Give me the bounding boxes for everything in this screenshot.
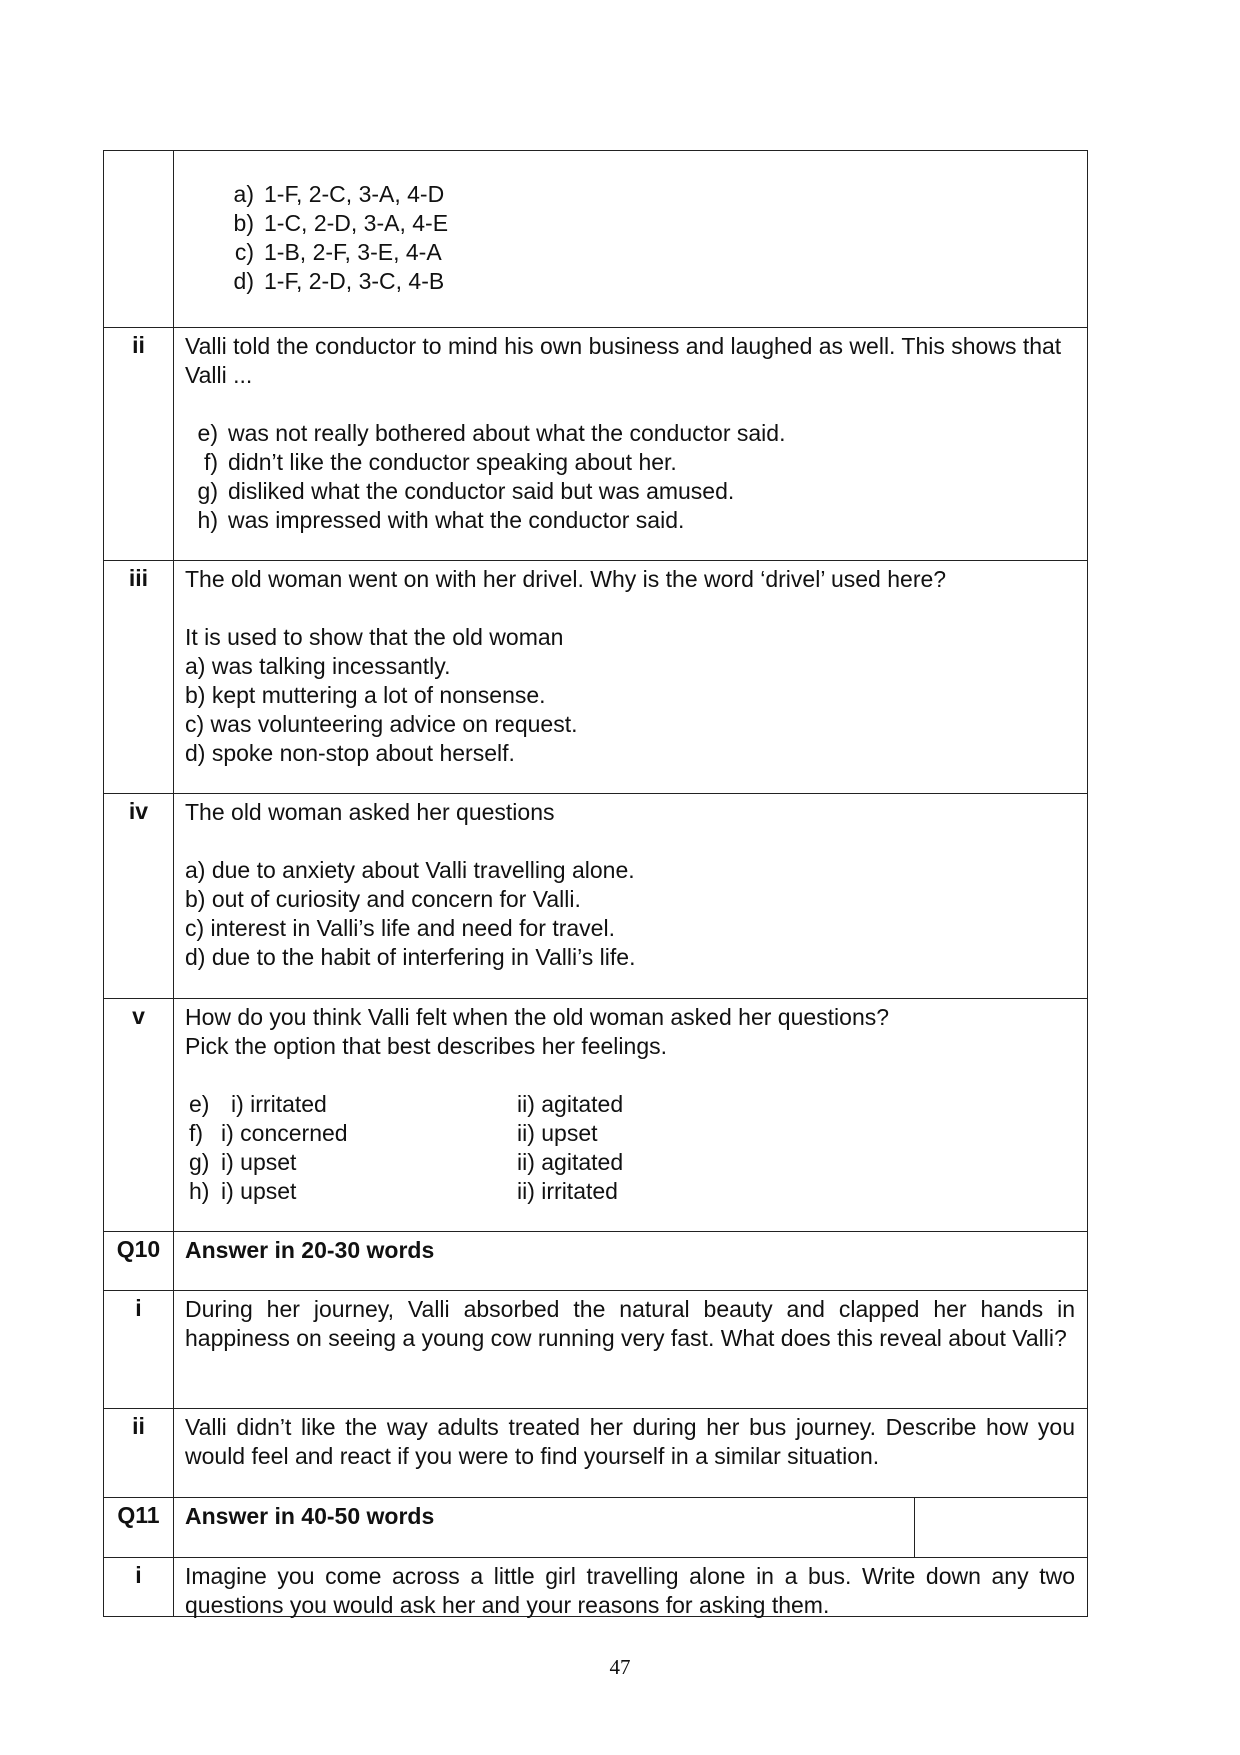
option-second: ii) upset bbox=[517, 1120, 598, 1146]
option-first: i) irritated bbox=[231, 1091, 327, 1117]
question-table bbox=[103, 150, 1088, 1617]
option-label: e) bbox=[197, 420, 218, 446]
option bbox=[182, 419, 1075, 448]
option-text: b) kept muttering a lot of nonsense. bbox=[185, 682, 546, 708]
option-text: c) was volunteering advice on request. bbox=[185, 711, 578, 737]
option bbox=[182, 448, 1075, 477]
section-row-q10 bbox=[103, 1231, 1088, 1290]
option-label: f) bbox=[203, 449, 218, 475]
question-row-matching bbox=[103, 150, 1088, 327]
option bbox=[218, 267, 1075, 296]
question-row-iv bbox=[103, 793, 1088, 998]
question-text: The old woman went on with her drivel. Why is the word ‘drivel’ used here? bbox=[185, 566, 947, 592]
question-body bbox=[174, 999, 1087, 1231]
question-row-iii bbox=[103, 560, 1088, 793]
question-number: iv bbox=[104, 794, 174, 998]
question-text: Valli didn’t like the way adults treated her during her bus journey. Describe how you would feel and react if you were to find yourself in a similar situation. bbox=[185, 1414, 1075, 1469]
option-text: 1-F, 2-C, 3-A, 4-D bbox=[264, 181, 445, 207]
option bbox=[218, 209, 1075, 238]
question-number bbox=[104, 151, 174, 327]
option-label: d) bbox=[233, 268, 254, 294]
option-text: was not really bothered about what the conductor said. bbox=[228, 420, 786, 446]
option-first: i) concerned bbox=[221, 1120, 348, 1146]
option-first: i) upset bbox=[221, 1178, 297, 1204]
option-text: a) was talking incessantly. bbox=[185, 653, 451, 679]
question-lead: It is used to show that the old woman bbox=[185, 624, 564, 650]
question-text: Imagine you come across a little girl travelling alone in a bus. Write down any two questions you would ask her and your reasons for asking them. bbox=[185, 1563, 1075, 1618]
question-body bbox=[174, 794, 1087, 998]
option-text: a) due to anxiety about Valli travelling alone. bbox=[185, 857, 635, 883]
option-text: was impressed with what the conductor said. bbox=[228, 507, 685, 533]
section-row-q11 bbox=[103, 1497, 1088, 1557]
question-body bbox=[174, 561, 1087, 793]
question-number: iii bbox=[104, 561, 174, 793]
question-body bbox=[174, 151, 1087, 327]
option bbox=[218, 238, 1075, 267]
option-label: b) bbox=[233, 210, 254, 236]
option-first: i) upset bbox=[221, 1149, 297, 1175]
question-number: ii bbox=[104, 1409, 174, 1497]
option bbox=[218, 180, 1075, 209]
question-text: Valli told the conductor to mind his own business and laughed as well. This shows that Valli ... bbox=[185, 333, 1062, 388]
question-number: v bbox=[104, 999, 174, 1231]
option-label: f) bbox=[189, 1120, 204, 1146]
option bbox=[182, 506, 1075, 535]
option-text: 1-F, 2-D, 3-C, 4-B bbox=[264, 268, 445, 294]
question-text: How do you think Valli felt when the old woman asked her questions? bbox=[185, 1004, 890, 1030]
option-text: d) spoke non-stop about herself. bbox=[185, 740, 515, 766]
option-second: ii) agitated bbox=[517, 1091, 624, 1117]
option-text: 1-C, 2-D, 3-A, 4-E bbox=[264, 210, 449, 236]
option-grid bbox=[189, 1090, 1075, 1206]
question-row-q10-i bbox=[103, 1290, 1088, 1408]
question-number: Q10 bbox=[104, 1232, 174, 1290]
marks-cell bbox=[914, 1498, 1087, 1557]
option-second: ii) agitated bbox=[517, 1149, 624, 1175]
question-row-v bbox=[103, 998, 1088, 1231]
question-text: Pick the option that best describes her feelings. bbox=[185, 1033, 668, 1059]
question-row-q11-i bbox=[103, 1557, 1088, 1617]
question-number: i bbox=[104, 1558, 174, 1616]
section-heading: Answer in 20-30 words bbox=[185, 1237, 435, 1263]
question-number: i bbox=[104, 1291, 174, 1408]
question-body bbox=[174, 328, 1087, 560]
option-label: h) bbox=[197, 507, 218, 533]
option-label: e) bbox=[189, 1091, 210, 1117]
option-label: g) bbox=[189, 1149, 210, 1175]
option-text: c) interest in Valli’s life and need for travel. bbox=[185, 915, 615, 941]
option-label: c) bbox=[234, 239, 254, 265]
option-label: h) bbox=[189, 1178, 210, 1204]
question-text: The old woman asked her questions bbox=[185, 799, 555, 825]
question-number: Q11 bbox=[104, 1498, 174, 1557]
question-row-q10-ii bbox=[103, 1408, 1088, 1497]
question-row-ii bbox=[103, 327, 1088, 560]
option bbox=[182, 477, 1075, 506]
question-text: During her journey, Valli absorbed the natural beauty and clapped her hands in happiness on seeing a young cow running very fast. What does this reveal about Valli? bbox=[185, 1296, 1075, 1351]
option-text: 1-B, 2-F, 3-E, 4-A bbox=[264, 239, 442, 265]
option-label: a) bbox=[233, 181, 254, 207]
option-text: b) out of curiosity and concern for Valli. bbox=[185, 886, 581, 912]
question-number: ii bbox=[104, 328, 174, 560]
option-second: ii) irritated bbox=[517, 1178, 618, 1204]
option-text: d) due to the habit of interfering in Valli’s life. bbox=[185, 944, 636, 970]
page-number: 47 bbox=[609, 1655, 631, 1679]
section-heading: Answer in 40-50 words bbox=[185, 1503, 435, 1529]
option-text: disliked what the conductor said but was amused. bbox=[228, 478, 735, 504]
option-text: didn’t like the conductor speaking about her. bbox=[228, 449, 677, 475]
option-label: g) bbox=[197, 478, 218, 504]
